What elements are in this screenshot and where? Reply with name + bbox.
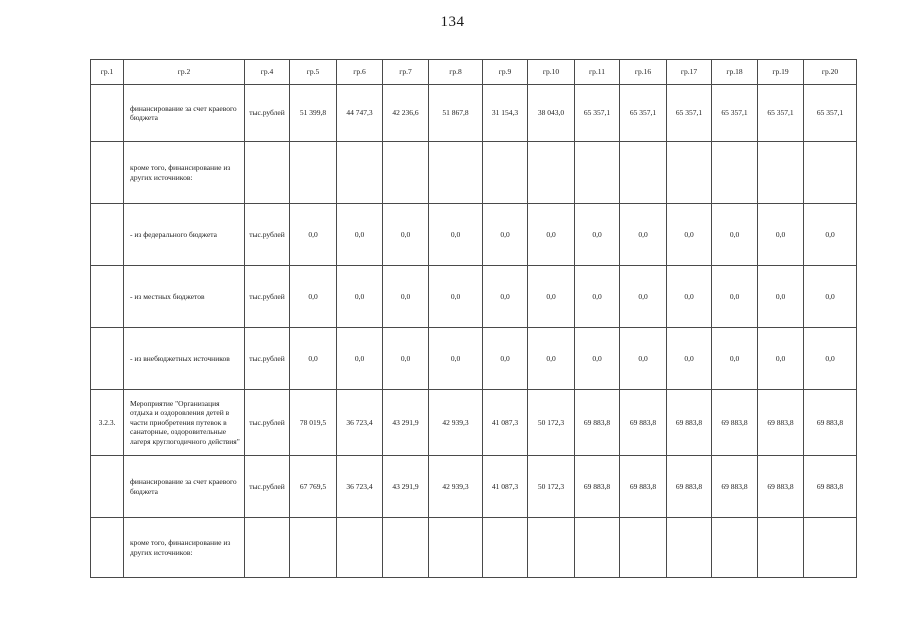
column-header: гр.8: [429, 60, 483, 85]
value-cell: 65 357,1: [804, 85, 857, 142]
value-cell: 0,0: [804, 204, 857, 266]
value-cell: 43 291,9: [383, 390, 429, 456]
row-unit: тыс.рублей: [245, 204, 290, 266]
value-cell: 65 357,1: [758, 85, 804, 142]
value-cell: 65 357,1: [667, 85, 712, 142]
row-number: [91, 204, 124, 266]
value-cell: 0,0: [575, 204, 620, 266]
value-cell: 69 883,8: [804, 456, 857, 518]
row-number: [91, 518, 124, 578]
value-cell: 0,0: [429, 266, 483, 328]
column-header: гр.20: [804, 60, 857, 85]
value-cell: [290, 518, 337, 578]
value-cell: 0,0: [575, 328, 620, 390]
row-unit: тыс.рублей: [245, 85, 290, 142]
value-cell: 0,0: [429, 328, 483, 390]
table-row: [91, 204, 857, 266]
value-cell: 0,0: [575, 266, 620, 328]
value-cell: 51 867,8: [429, 85, 483, 142]
value-cell: 51 399,8: [290, 85, 337, 142]
value-cell: [667, 142, 712, 204]
row-unit: [245, 518, 290, 578]
value-cell: 65 357,1: [620, 85, 667, 142]
row-unit: тыс.рублей: [245, 456, 290, 518]
row-number: [91, 328, 124, 390]
value-cell: 0,0: [804, 328, 857, 390]
value-cell: 69 883,8: [667, 390, 712, 456]
row-name: кроме того, финансирование из других источников:: [124, 142, 245, 204]
value-cell: 0,0: [383, 266, 429, 328]
value-cell: 69 883,8: [667, 456, 712, 518]
value-cell: 0,0: [290, 204, 337, 266]
value-cell: 0,0: [667, 328, 712, 390]
value-cell: [383, 142, 429, 204]
value-cell: 0,0: [429, 204, 483, 266]
value-cell: [804, 142, 857, 204]
value-cell: 0,0: [528, 266, 575, 328]
row-number: [91, 85, 124, 142]
value-cell: 0,0: [483, 266, 528, 328]
column-header: гр.19: [758, 60, 804, 85]
value-cell: 41 087,3: [483, 390, 528, 456]
value-cell: [758, 518, 804, 578]
column-header: гр.4: [245, 60, 290, 85]
value-cell: 0,0: [758, 204, 804, 266]
row-unit: [245, 142, 290, 204]
value-cell: 67 769,5: [290, 456, 337, 518]
value-cell: 42 939,3: [429, 456, 483, 518]
value-cell: 0,0: [758, 328, 804, 390]
value-cell: 0,0: [758, 266, 804, 328]
value-cell: 0,0: [383, 204, 429, 266]
value-cell: [429, 142, 483, 204]
value-cell: 69 883,8: [712, 456, 758, 518]
value-cell: 0,0: [290, 328, 337, 390]
row-number: [91, 142, 124, 204]
value-cell: 43 291,9: [383, 456, 429, 518]
value-cell: 0,0: [620, 328, 667, 390]
value-cell: 36 723,4: [337, 390, 383, 456]
column-header: гр.17: [667, 60, 712, 85]
value-cell: 0,0: [528, 328, 575, 390]
row-number: 3.2.3.: [91, 390, 124, 456]
table-row: [91, 266, 857, 328]
value-cell: 0,0: [712, 328, 758, 390]
value-cell: 0,0: [383, 328, 429, 390]
column-header: гр.7: [383, 60, 429, 85]
row-number: [91, 266, 124, 328]
column-header: гр.1: [91, 60, 124, 85]
table-row: [91, 142, 857, 204]
table-header-row: [91, 60, 857, 85]
value-cell: 0,0: [712, 204, 758, 266]
value-cell: [620, 518, 667, 578]
table-row: [91, 456, 857, 518]
row-name: финансирование за счет краевого бюджета: [124, 456, 245, 518]
value-cell: [528, 518, 575, 578]
row-unit: тыс.рублей: [245, 328, 290, 390]
value-cell: 38 043,0: [528, 85, 575, 142]
value-cell: 42 939,3: [429, 390, 483, 456]
value-cell: 0,0: [667, 204, 712, 266]
value-cell: [337, 518, 383, 578]
value-cell: [483, 518, 528, 578]
value-cell: 0,0: [620, 266, 667, 328]
value-cell: 42 236,6: [383, 85, 429, 142]
value-cell: 0,0: [804, 266, 857, 328]
value-cell: [429, 518, 483, 578]
column-header: гр.16: [620, 60, 667, 85]
value-cell: [712, 518, 758, 578]
table-row: [91, 328, 857, 390]
column-header: гр.6: [337, 60, 383, 85]
table-row: [91, 85, 857, 142]
row-name: - из федерального бюджета: [124, 204, 245, 266]
value-cell: [483, 142, 528, 204]
column-header: гр.9: [483, 60, 528, 85]
value-cell: 0,0: [712, 266, 758, 328]
column-header: гр.18: [712, 60, 758, 85]
budget-table: [90, 59, 857, 578]
page-number: 134: [440, 14, 465, 30]
row-unit: тыс.рублей: [245, 390, 290, 456]
row-name: финансирование за счет краевого бюджета: [124, 85, 245, 142]
row-name: Мероприятие "Организация отдыха и оздоровления детей в части приобретения путевок в санаторные, оздоровительные лагеря круглогодичного действия": [124, 390, 245, 456]
value-cell: 0,0: [337, 328, 383, 390]
value-cell: [758, 142, 804, 204]
value-cell: 31 154,3: [483, 85, 528, 142]
value-cell: 65 357,1: [575, 85, 620, 142]
value-cell: [575, 142, 620, 204]
value-cell: 41 087,3: [483, 456, 528, 518]
value-cell: 0,0: [528, 204, 575, 266]
value-cell: 69 883,8: [620, 456, 667, 518]
column-header: гр.2: [124, 60, 245, 85]
value-cell: 0,0: [667, 266, 712, 328]
value-cell: [383, 518, 429, 578]
value-cell: [337, 142, 383, 204]
value-cell: 69 883,8: [575, 390, 620, 456]
value-cell: 69 883,8: [712, 390, 758, 456]
value-cell: [290, 142, 337, 204]
value-cell: [804, 518, 857, 578]
row-name: кроме того, финансирование из других источников:: [124, 518, 245, 578]
row-unit: тыс.рублей: [245, 266, 290, 328]
value-cell: 0,0: [620, 204, 667, 266]
column-header: гр.5: [290, 60, 337, 85]
value-cell: [575, 518, 620, 578]
value-cell: 0,0: [483, 328, 528, 390]
value-cell: [667, 518, 712, 578]
value-cell: 0,0: [483, 204, 528, 266]
row-number: [91, 456, 124, 518]
value-cell: 0,0: [337, 204, 383, 266]
value-cell: 44 747,3: [337, 85, 383, 142]
row-name: - из внебюджетных источников: [124, 328, 245, 390]
value-cell: 50 172,3: [528, 390, 575, 456]
value-cell: [712, 142, 758, 204]
value-cell: [528, 142, 575, 204]
value-cell: 50 172,3: [528, 456, 575, 518]
table-row: [91, 518, 857, 578]
value-cell: 69 883,8: [758, 456, 804, 518]
value-cell: 36 723,4: [337, 456, 383, 518]
value-cell: 65 357,1: [712, 85, 758, 142]
table-row: [91, 390, 857, 456]
value-cell: 69 883,8: [575, 456, 620, 518]
column-header: гр.11: [575, 60, 620, 85]
row-name: - из местных бюджетов: [124, 266, 245, 328]
value-cell: 78 019,5: [290, 390, 337, 456]
column-header: гр.10: [528, 60, 575, 85]
value-cell: 69 883,8: [804, 390, 857, 456]
value-cell: 69 883,8: [758, 390, 804, 456]
value-cell: 69 883,8: [620, 390, 667, 456]
value-cell: 0,0: [290, 266, 337, 328]
value-cell: [620, 142, 667, 204]
value-cell: 0,0: [337, 266, 383, 328]
